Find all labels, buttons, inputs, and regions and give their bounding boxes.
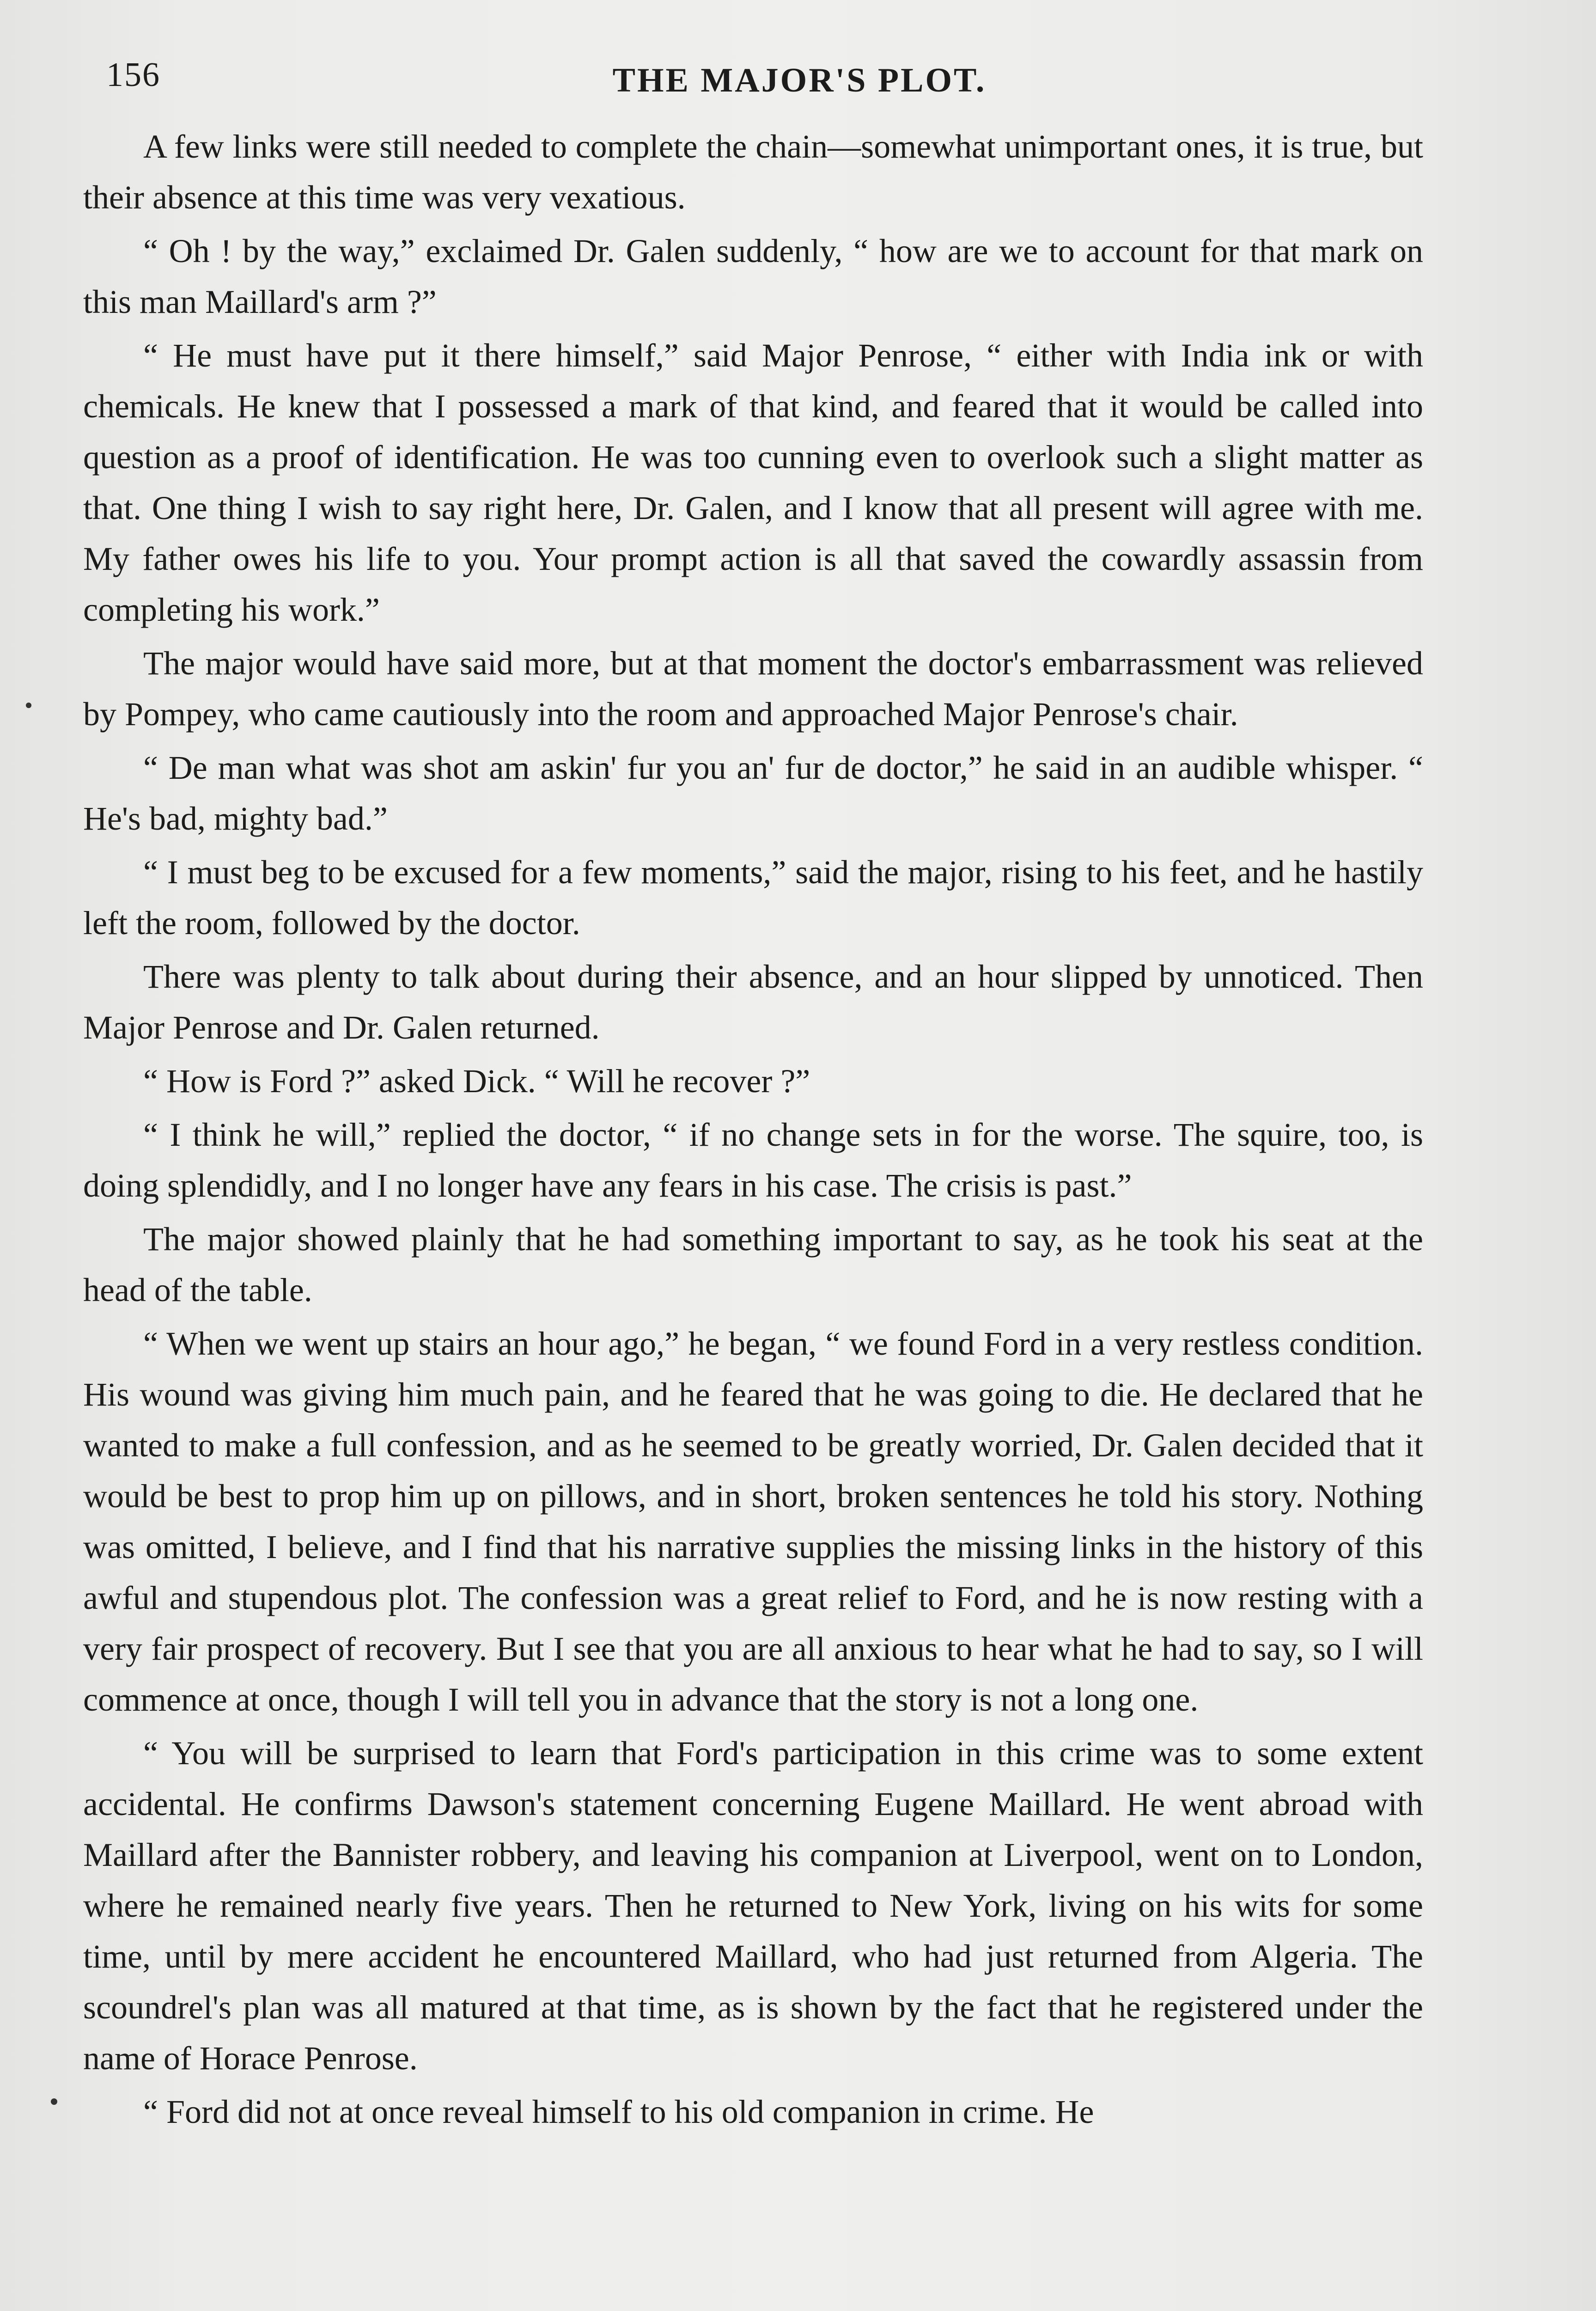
paragraph-3: “ He must have put it there himself,” said Major Penrose, “ either with India ink or with chemicals. He knew that I possessed a mark of that kind, and feared that it would be called into question as a proof of identification. He was too cunning even to overlook such a slight matter as that. One thing I wish to say right here, Dr. Galen, and I know that all present will agree with me. My father owes his life to you. Your prompt action is all that saved the cowardly assassin from completing his work.” (83, 337, 1423, 628)
paragraph-9: “ I think he will,” replied the doctor, “ if no change sets in for the worse. The squire, too, is doing splendidly, and I no longer have any fears in his case. The crisis is past.” (83, 1116, 1423, 1204)
print-speck (51, 2098, 57, 2105)
paragraph-2: “ Oh ! by the way,” exclaimed Dr. Galen suddenly, “ how are we to account for that mark on this man Maillard's arm ?” (83, 232, 1423, 320)
paragraph-12: “ You will be surprised to learn that Ford's participation in this crime was to some extent accidental. He confirms Dawson's statement concerning Eugene Maillard. He went abroad with Maillard after the Bannister robbery, and leaving his companion at Liverpool, went on to London, where he remained nearly five years. Then he returned to New York, living on his wits for some time, until by mere accident he encountered Maillard, who had just returned from Algeria. The scoundrel's plan was all matured at that time, as is shown by the fact that he registered under the name of Horace Penrose. (83, 1735, 1423, 2077)
body-text (83, 121, 1423, 2140)
paragraph-6: “ I must beg to be excused for a few moments,” said the major, rising to his feet, and he hastily left the room, followed by the doctor. (83, 854, 1423, 942)
paragraph-8: “ How is Ford ?” asked Dick. “ Will he recover ?” (143, 1063, 810, 1100)
page-header (106, 55, 1492, 106)
paragraph-11: “ When we went up stairs an hour ago,” he began, “ we found Ford in a very restless condition. His wound was giving him much pain, and he feared that he was going to die. He declared that he wanted to make a full confession, and as he seemed to be greatly worried, Dr. Galen decided that it would be best to prop him up on pillows, and in short, broken sentences he told his story. Nothing was omitted, I believe, and I find that his narrative supplies the missing links in the history of this awful and stupendous plot. The confession was a great relief to Ford, and he is now resting with a very fair prospect of recovery. But I see that you are all anxious to hear what he had to say, so I will commence at once, though I will tell you in advance that the story is not a long one. (83, 1325, 1423, 1718)
paragraph-7: There was plenty to talk about during their absence, and an hour slipped by unnoticed. Then Major Penrose and Dr. Galen returned. (83, 958, 1423, 1046)
paragraph-4: The major would have said more, but at that moment the doctor's embarrassment was relieved by Pompey, who came cautiously into the room and approached Major Penrose's chair. (83, 645, 1423, 733)
paragraph-5: “ De man what was shot am askin' fur you an' fur de doctor,” he said in an audible whisper. “ He's bad, mighty bad.” (83, 749, 1423, 837)
paragraph-13: “ Ford did not at once reveal himself to his old companion in crime. He (143, 2093, 1094, 2130)
paragraph-10: The major showed plainly that he had something important to say, as he took his seat at the head of the table. (83, 1221, 1423, 1308)
running-title: THE MAJOR'S PLOT. (612, 61, 987, 99)
page-number: 156 (106, 56, 160, 94)
print-speck (26, 703, 31, 708)
paragraph-1: A few links were still needed to complete the chain—somewhat unimportant ones, it is true, but their absence at this time was very vexatious. (83, 128, 1423, 216)
